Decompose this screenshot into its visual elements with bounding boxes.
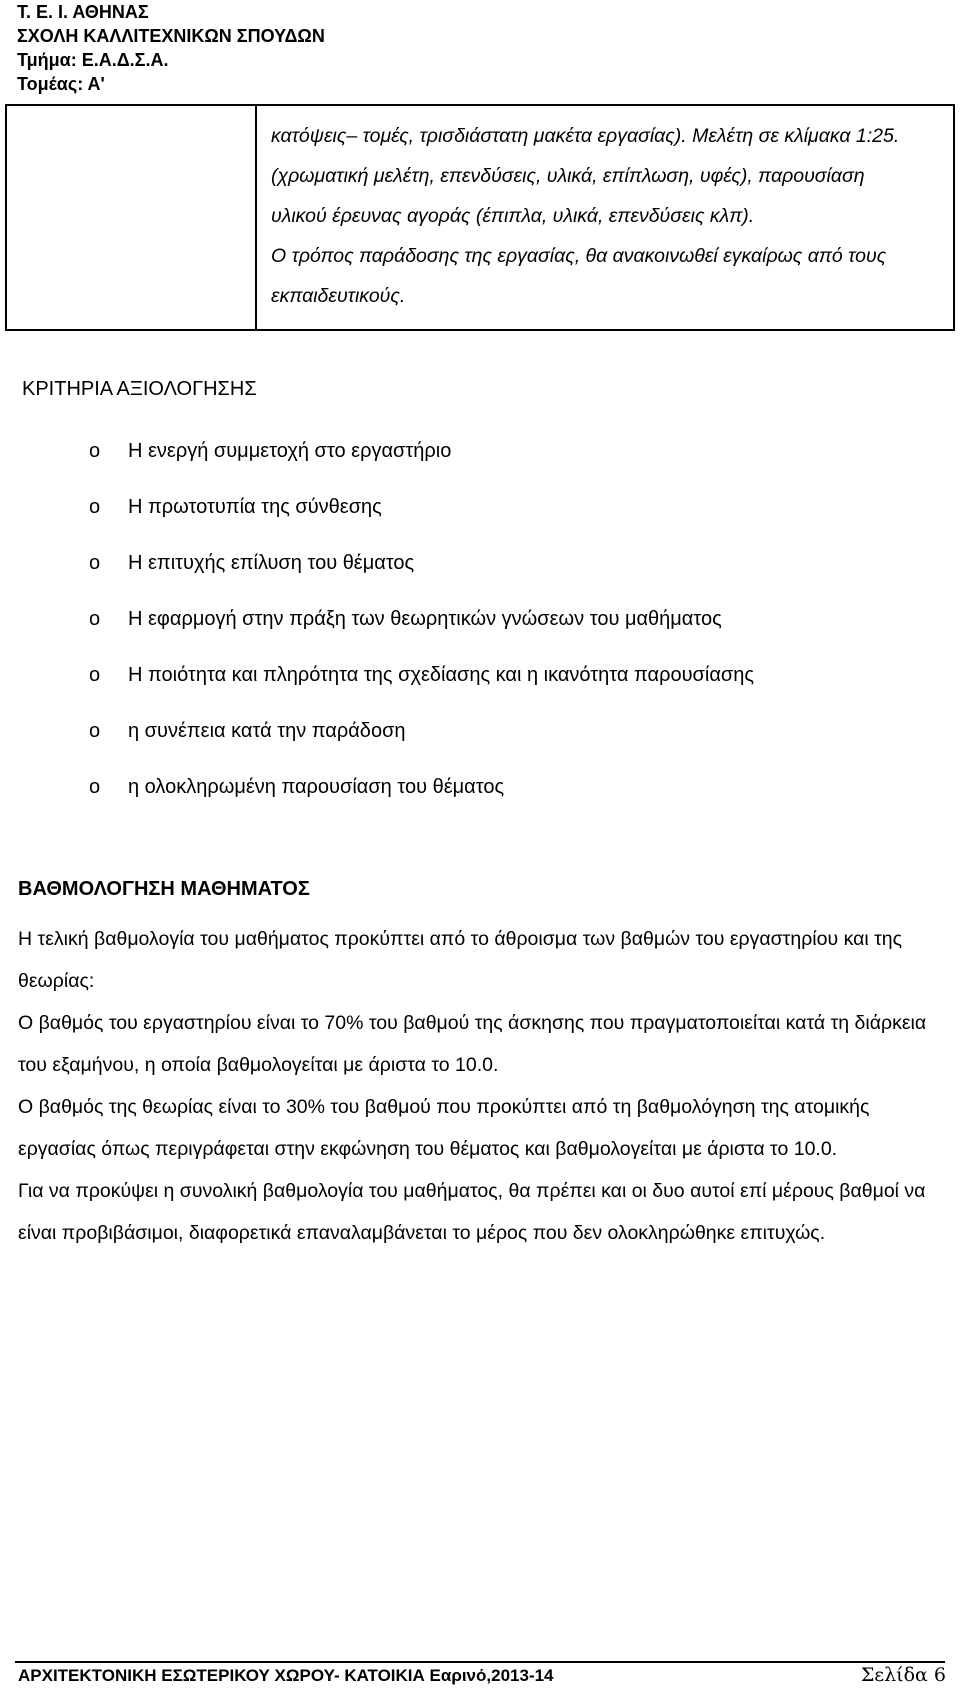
table-cell-text	[271, 116, 941, 316]
criteria-item-text: η συνέπεια κατά την παράδοση	[128, 720, 406, 742]
page-header	[17, 0, 917, 96]
list-item	[0, 664, 940, 720]
grading-paragraph: Ο βαθμός του εργαστηρίου είναι το 70% του βαθμού της άσκησης που πραγματοποιείται κατά τη διάρκεια του εξαμήνου, η οποία βαθμολογείται με άριστα το 10.0.	[18, 1012, 927, 1076]
table-line: υλικού έρευνας αγοράς (έπιπλα, υλικά, επενδύσεις κλπ).	[271, 205, 755, 227]
footer-divider	[15, 1661, 945, 1663]
grading-paragraph: Η τελική βαθμολογία του μαθήματος προκύπτει από το άθροισμα των βαθμών του εργαστηρίου και της θεωρίας:	[18, 928, 903, 992]
grading-title: ΒΑΘΜΟΛΟΓΗΣΗ ΜΑΘΗΜΑΤΟΣ	[18, 878, 310, 900]
assignment-table	[5, 104, 955, 331]
table-column-divider	[255, 106, 257, 329]
list-item	[0, 552, 940, 608]
list-item	[0, 720, 940, 776]
criteria-item-text: Η εφαρμογή στην πράξη των θεωρητικών γνώσεων του μαθήματος	[128, 608, 722, 630]
bullet-marker: o	[89, 720, 101, 742]
header-department: Τμήμα: Ε.Α.Δ.Σ.Α.	[17, 50, 169, 70]
footer-course-title: ΑΡΧΙΤΕΚΤΟΝΙΚΗ ΕΣΩΤΕΡΙΚΟΥ ΧΩΡΟΥ- ΚΑΤΟΙΚΙΑ Εαρινό,2013-14	[18, 1666, 554, 1685]
bullet-marker: o	[89, 776, 101, 798]
bullet-marker: o	[89, 664, 101, 686]
table-line: κατόψεις– τομές, τρισδιάστατη μακέτα εργασίας). Μελέτη σε κλίμακα 1:25.	[271, 125, 900, 147]
criteria-list	[0, 440, 940, 832]
grading-paragraph: Ο βαθμός της θεωρίας είναι το 30% του βαθμού που προκύπτει από τη βαθμολόγηση της ατομικής εργασίας όπως περιγράφεται στην εκφώνηση του θέματος και βαθμολογείται με άριστα το 10.0.	[18, 1096, 870, 1160]
header-institution: Τ. Ε. Ι. ΑΘΗΝΑΣ	[17, 2, 149, 22]
criteria-item-text: η ολοκληρωμένη παρουσίαση του θέματος	[128, 776, 505, 798]
list-item	[0, 440, 940, 496]
table-line: (χρωματική μελέτη, επενδύσεις, υλικά, επίπλωση, υφές), παρουσίαση	[271, 165, 865, 187]
criteria-item-text: Η πρωτοτυπία της σύνθεσης	[128, 496, 382, 518]
bullet-marker: o	[89, 440, 101, 462]
table-line: εκπαιδευτικούς.	[271, 285, 406, 307]
list-item	[0, 776, 940, 832]
header-school: ΣΧΟΛΗ ΚΑΛΛΙΤΕΧΝΙΚΩΝ ΣΠΟΥΔΩΝ	[17, 26, 325, 46]
grading-paragraph: Για να προκύψει η συνολική βαθμολογία του μαθήματος, θα πρέπει και οι δυο αυτοί επί μέρους βαθμοί να είναι προβιβάσιμοι, διαφορετικά επαναλαμβάνεται το μέρος που δεν ολοκληρώθηκε επιτυχώς.	[18, 1180, 926, 1244]
table-line: Ο τρόπος παράδοσης της εργασίας, θα ανακοινωθεί εγκαίρως από τους	[271, 245, 887, 267]
page-number: Σελίδα 6	[860, 1664, 946, 1686]
criteria-item-text: Η επιτυχής επίλυση του θέματος	[128, 552, 415, 574]
bullet-marker: o	[89, 552, 101, 574]
list-item	[0, 496, 940, 552]
criteria-item-text: Η ενεργή συμμετοχή στο εργαστήριο	[128, 440, 452, 462]
bullet-marker: o	[89, 608, 101, 630]
header-sector: Τομέας: Α'	[17, 74, 105, 94]
list-item	[0, 608, 940, 664]
criteria-item-text: Η ποιότητα και πληρότητα της σχεδίασης και η ικανότητα παρουσίασης	[128, 664, 755, 686]
grading-text	[18, 918, 948, 1254]
criteria-title: ΚΡΙΤΗΡΙΑ ΑΞΙΟΛΟΓΗΣΗΣ	[22, 378, 257, 400]
bullet-marker: o	[89, 496, 101, 518]
